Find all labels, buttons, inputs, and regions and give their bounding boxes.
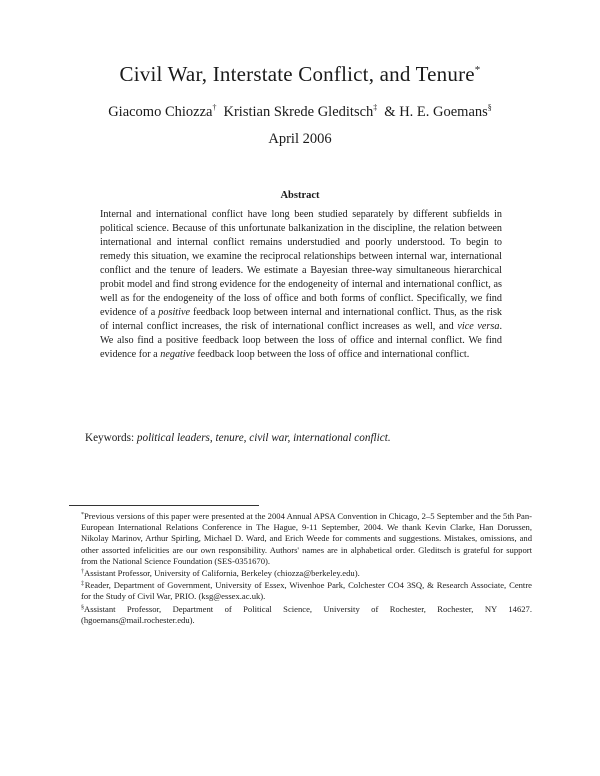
- author-chiozza-mark: †: [212, 103, 217, 112]
- paper-title: [0, 62, 600, 87]
- abstract-heading: Abstract: [280, 190, 320, 201]
- abstract-text-2: feedback loop between internal and international conflict. Thus, as the risk of internal conflict increases, the risk of international conflict increases as well, and: [100, 307, 503, 333]
- footnote-acknowledgements: [69, 510, 532, 567]
- footnote-text: Reader, Department of Government, University of Essex, Wivenhoe Park, Colchester CO4 3SQ, & Research Associate, Centre for the Study of Civil War, PRIO. (ksg@essex.ac.uk).: [81, 580, 532, 602]
- footnote-text: Assistant Professor, University of California, Berkeley (chiozza@berkeley.edu).: [84, 568, 360, 579]
- footnote-mark: *: [81, 512, 84, 518]
- abstract-text-3: . We also find a positive feedback loop between the loss of office and internal conflict. We find evidence for a: [100, 321, 502, 361]
- abstract-em-negative: negative: [160, 349, 195, 361]
- abstract-body: [100, 208, 502, 363]
- author-gleditsch: Kristian Skrede Gleditsch: [223, 104, 374, 120]
- footnote-chiozza: [69, 567, 532, 579]
- footnote-gleditsch: [69, 579, 532, 602]
- keywords-list: political leaders, tenure, civil war, international conflict.: [136, 432, 391, 444]
- author-chiozza: Giacomo Chiozza: [108, 104, 213, 120]
- author-goemans-mark: §: [487, 103, 492, 112]
- footnote-mark: §: [81, 604, 84, 611]
- title-text: Civil War, Interstate Conflict, and Tenure: [119, 62, 475, 86]
- keywords-label: Keywords:: [85, 432, 135, 444]
- abstract-em-positive: positive: [158, 307, 190, 319]
- footnote-text: Previous versions of this paper were presented at the 2004 Annual APSA Convention in Chicago, 2–5 September and the 5th Pan-European International Relations Conference in The Hague, 9-11 September, 2004. We thank Kevin Clarke, Han Dorussen, Nikolay Marinov, Arthur Spirling, Michael D. Ward, and Erich Weede for comments and suggestions. Mistakes, omissions, and other assorted infelicities are our own responsibility. Authors' names are in alphabetical order. Gleditsch is grateful for support from the National Science Foundation (SES-0351670).: [81, 511, 532, 566]
- footnote-goemans: [69, 603, 532, 626]
- author-gleditsch-mark: ‡: [373, 103, 378, 112]
- footnote-text: Assistant Professor, Department of Political Science, University of Rochester, Rochester, NY 14627. (hgoemans@mail.rochester.edu).: [81, 603, 532, 625]
- keywords-line: [85, 432, 525, 444]
- abstract-em-vice-versa: vice versa: [457, 321, 500, 333]
- author-line: [0, 103, 600, 121]
- footnote-mark: ‡: [81, 581, 85, 588]
- paper-date: April 2006: [268, 131, 332, 147]
- title-footnote-mark: *: [474, 64, 481, 76]
- author-goemans: & H. E. Goemans: [384, 104, 488, 120]
- abstract-text-4: feedback loop between the loss of office and international conflict.: [194, 349, 470, 361]
- abstract-text-1: Internal and international conflict have long been studied separately by different subfields in political science. Because of this unfortunate balkanization in the discipline, the relation between international and internal conflict remains understudied and poorly understood. To begin to remedy this situation, we examine the reciprocal relationships between internal war, international conflict and the tenure of leaders. We estimate a Bayesian three-way simultaneous hierarchical probit model and find strong evidence for the endogeneity of internal and international conflict, as well as for the endogeneity of the loss of office and both forms of conflict. Specifically, we find evidence of a: [100, 209, 502, 319]
- footnote-rule: [69, 505, 259, 506]
- footnote-mark: †: [81, 569, 84, 576]
- footnotes: [69, 510, 532, 626]
